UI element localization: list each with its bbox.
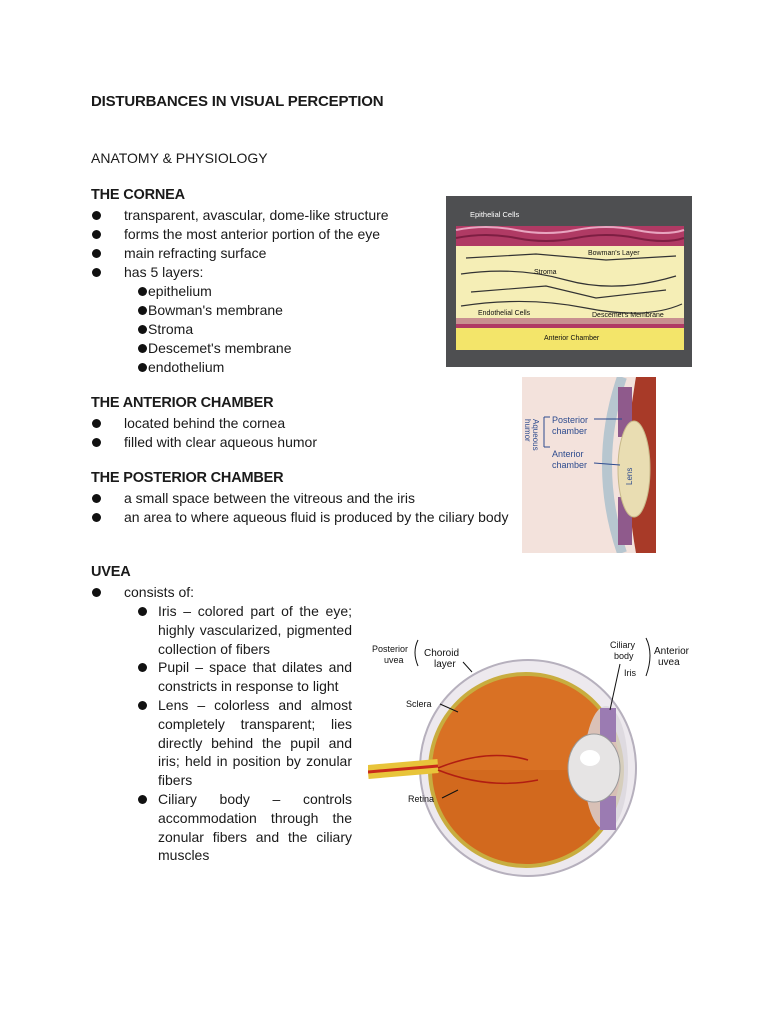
cornea-heading: THE CORNEA <box>91 187 185 203</box>
choroid-label-2: layer <box>434 659 456 670</box>
anterior-chamber-label-2: chamber <box>552 460 588 470</box>
ciliary-body-label-2: body <box>614 651 634 661</box>
list-item: forms the most anterior portion of the eye <box>91 225 389 244</box>
anterior-uvea-label-2: uvea <box>658 657 680 668</box>
eye-anatomy-figure <box>368 630 698 892</box>
endothelial-label: Endothelial Cells <box>478 310 531 317</box>
list-item: an area to where aqueous fluid is produced by the ciliary body <box>91 508 510 527</box>
posterior-chamber-list <box>91 489 510 527</box>
choroid-label-1: Choroid <box>424 648 460 659</box>
cornea-layers-list <box>91 282 292 377</box>
document-title: DISTURBANCES IN VISUAL PERCEPTION <box>91 93 384 110</box>
section-subtitle: ANATOMY & PHYSIOLOGY <box>91 150 268 166</box>
lens-label: Lens <box>625 467 634 485</box>
uvea-heading: UVEA <box>91 564 131 580</box>
posterior-chamber-label-1: Posterior <box>552 415 589 425</box>
anterior-chamber-label-1: Anterior <box>552 449 584 459</box>
list-item: a small space between the vitreous and the iris <box>91 489 510 508</box>
anterior-uvea-label-1: Anterior <box>654 646 690 657</box>
posterior-uvea-label-1: Posterior <box>372 644 409 654</box>
sclera-label: Sclera <box>406 699 432 709</box>
stroma-label: Stroma <box>534 269 557 276</box>
list-item: Stroma <box>91 320 292 339</box>
ciliary-body-label-1: Ciliary <box>610 640 636 650</box>
anterior-chamber-label: Anterior Chamber <box>544 335 600 342</box>
list-item: main refracting surface <box>91 244 389 263</box>
aqueous-label-1: Aqueous <box>531 419 540 451</box>
aqueous-label-2: humor <box>523 419 532 442</box>
list-item: Lens – colorless and almost completely transparent; lies directly behind the pupil and iris; held in position by zonular fibers <box>134 696 352 790</box>
list-item: Iris – colored part of the eye; highly vascularized, pigmented collection of fibers <box>134 602 352 658</box>
descemet-label: Descemet's Membrane <box>592 312 664 319</box>
iris-label: Iris <box>624 668 636 678</box>
chambers-figure <box>522 377 656 553</box>
posterior-uvea-label-2: uvea <box>384 655 404 665</box>
list-item: filled with clear aqueous humor <box>91 433 317 452</box>
cornea-list <box>91 206 389 282</box>
list-item: epithelium <box>91 282 292 301</box>
anterior-chamber-heading: THE ANTERIOR CHAMBER <box>91 395 274 411</box>
list-item: located behind the cornea <box>91 414 317 433</box>
uvea-intro-list <box>91 583 194 602</box>
list-item: transparent, avascular, dome-like structure <box>91 206 389 225</box>
cornea-layers-figure <box>446 196 692 367</box>
list-item: endothelium <box>91 358 292 377</box>
list-item: Descemet's membrane <box>91 339 292 358</box>
uvea-components-list <box>134 602 352 865</box>
list-item: has 5 layers: <box>91 263 389 282</box>
bowman-label: Bowman's Layer <box>588 250 640 257</box>
anterior-chamber-list <box>91 414 317 452</box>
posterior-chamber-label-2: chamber <box>552 426 588 436</box>
list-item: Pupil – space that dilates and constricts in response to light <box>134 658 352 696</box>
list-item: consists of: <box>91 583 194 602</box>
list-item: Ciliary body – controls accommodation through the zonular fibers and the ciliary muscles <box>134 790 352 865</box>
posterior-chamber-heading: THE POSTERIOR CHAMBER <box>91 470 284 486</box>
retina-label: Retina <box>408 794 435 804</box>
list-item: Bowman's membrane <box>91 301 292 320</box>
epithelial-label: Epithelial Cells <box>470 210 520 219</box>
